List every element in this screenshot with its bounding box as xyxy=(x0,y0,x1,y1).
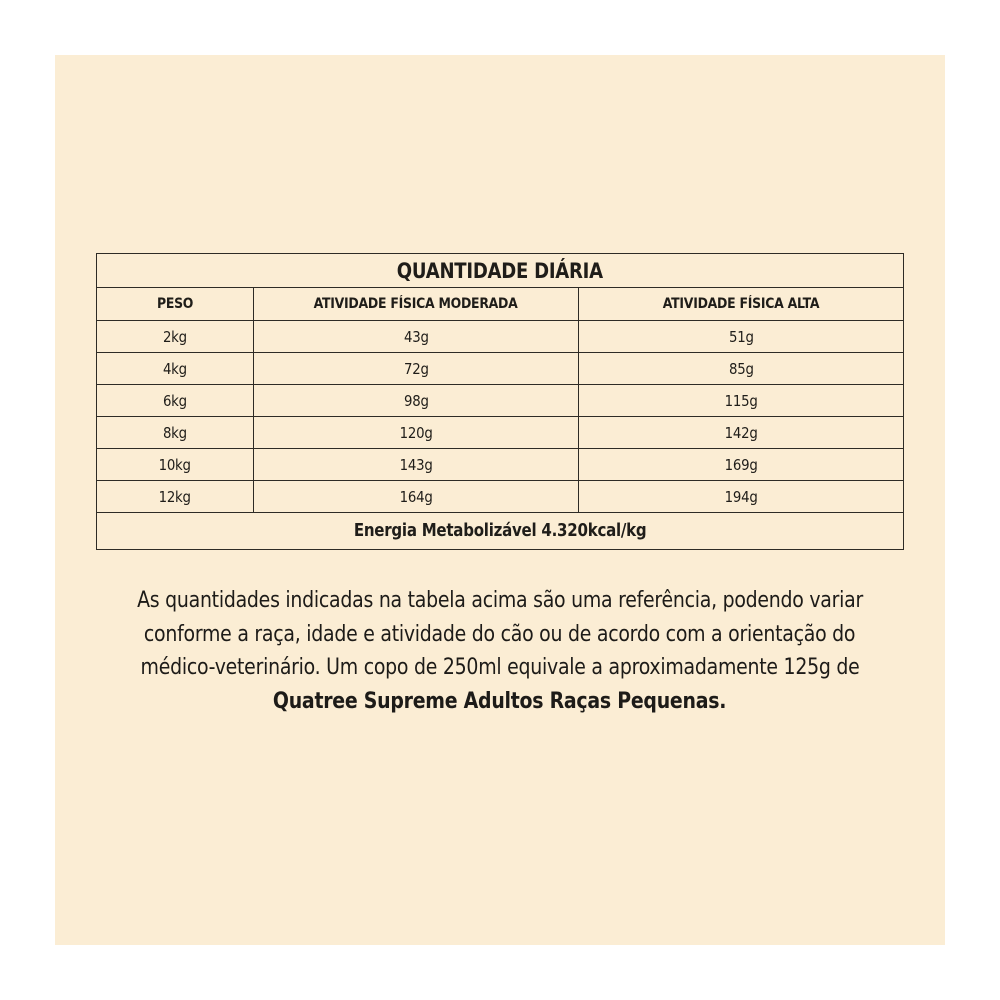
cell-peso xyxy=(97,481,254,513)
column-header-peso xyxy=(97,288,254,321)
cell-text: 169g xyxy=(724,455,758,474)
table-footer-row xyxy=(97,513,904,550)
column-header-atividade-moderada-text: ATIVIDADE FÍSICA MODERADA xyxy=(314,296,518,312)
note-line xyxy=(55,685,945,719)
cell-peso xyxy=(97,353,254,385)
cell-text: 51g xyxy=(728,327,754,346)
cell-moderada xyxy=(254,417,579,449)
table-header-row xyxy=(97,288,904,321)
table-title-text: QUANTIDADE DIÁRIA xyxy=(396,258,604,283)
note-line-text: conforme a raça, idade e atividade do cão ou de acordo com a orientação do xyxy=(144,621,856,647)
cell-text: 2kg xyxy=(163,327,187,346)
cell-text: 142g xyxy=(724,423,758,442)
table-title xyxy=(97,254,904,288)
column-header-atividade-alta-text: ATIVIDADE FÍSICA ALTA xyxy=(662,296,820,312)
cell-text: 72g xyxy=(403,359,429,378)
cell-text: 143g xyxy=(399,455,433,474)
cell-moderada xyxy=(254,385,579,417)
cell-text: 4kg xyxy=(163,359,187,378)
table-row xyxy=(97,321,904,353)
note-line xyxy=(55,618,945,652)
note-line-text: médico-veterinário. Um copo de 250ml equivale a aproximadamente 125g de xyxy=(140,655,860,680)
note-paragraph xyxy=(55,584,945,718)
label-sheet xyxy=(55,55,945,945)
cell-text: 85g xyxy=(728,359,754,378)
cell-text: 98g xyxy=(403,391,429,410)
column-header-peso-text: PESO xyxy=(156,296,194,312)
cell-moderada xyxy=(254,449,579,481)
cell-alta xyxy=(579,353,904,385)
table-row xyxy=(97,449,904,481)
table-row xyxy=(97,385,904,417)
column-header-atividade-alta xyxy=(579,288,904,321)
note-line-text: As quantidades indicadas na tabela acima são uma referência, podendo variar xyxy=(137,588,863,613)
cell-alta xyxy=(579,321,904,353)
cell-peso xyxy=(97,417,254,449)
product-name-text: Quatree Supreme Adultos Raças Pequenas. xyxy=(273,688,727,714)
cell-alta xyxy=(579,481,904,513)
cell-moderada xyxy=(254,321,579,353)
cell-text: 6kg xyxy=(163,391,187,410)
table-row xyxy=(97,481,904,513)
note-line xyxy=(55,584,945,618)
metabolizable-energy-cell xyxy=(97,513,904,550)
cell-moderada xyxy=(254,481,579,513)
table-title-row xyxy=(97,254,904,288)
cell-text: 194g xyxy=(724,487,758,506)
cell-alta xyxy=(579,417,904,449)
cell-alta xyxy=(579,449,904,481)
cell-moderada xyxy=(254,353,579,385)
cell-text: 10kg xyxy=(158,455,192,474)
metabolizable-energy-text: Energia Metabolizável 4.320kcal/kg xyxy=(353,521,647,541)
cell-text: 120g xyxy=(399,423,433,442)
table-row xyxy=(97,417,904,449)
feeding-guide-table xyxy=(96,253,904,550)
cell-text: 8kg xyxy=(163,423,187,442)
cell-peso xyxy=(97,449,254,481)
table-row xyxy=(97,353,904,385)
cell-peso xyxy=(97,385,254,417)
cell-text: 164g xyxy=(399,487,433,506)
column-header-atividade-moderada xyxy=(254,288,579,321)
cell-alta xyxy=(579,385,904,417)
cell-text: 115g xyxy=(724,391,758,410)
cell-peso xyxy=(97,321,254,353)
cell-text: 12kg xyxy=(158,487,192,506)
note-line xyxy=(55,651,945,685)
cell-text: 43g xyxy=(403,327,429,346)
